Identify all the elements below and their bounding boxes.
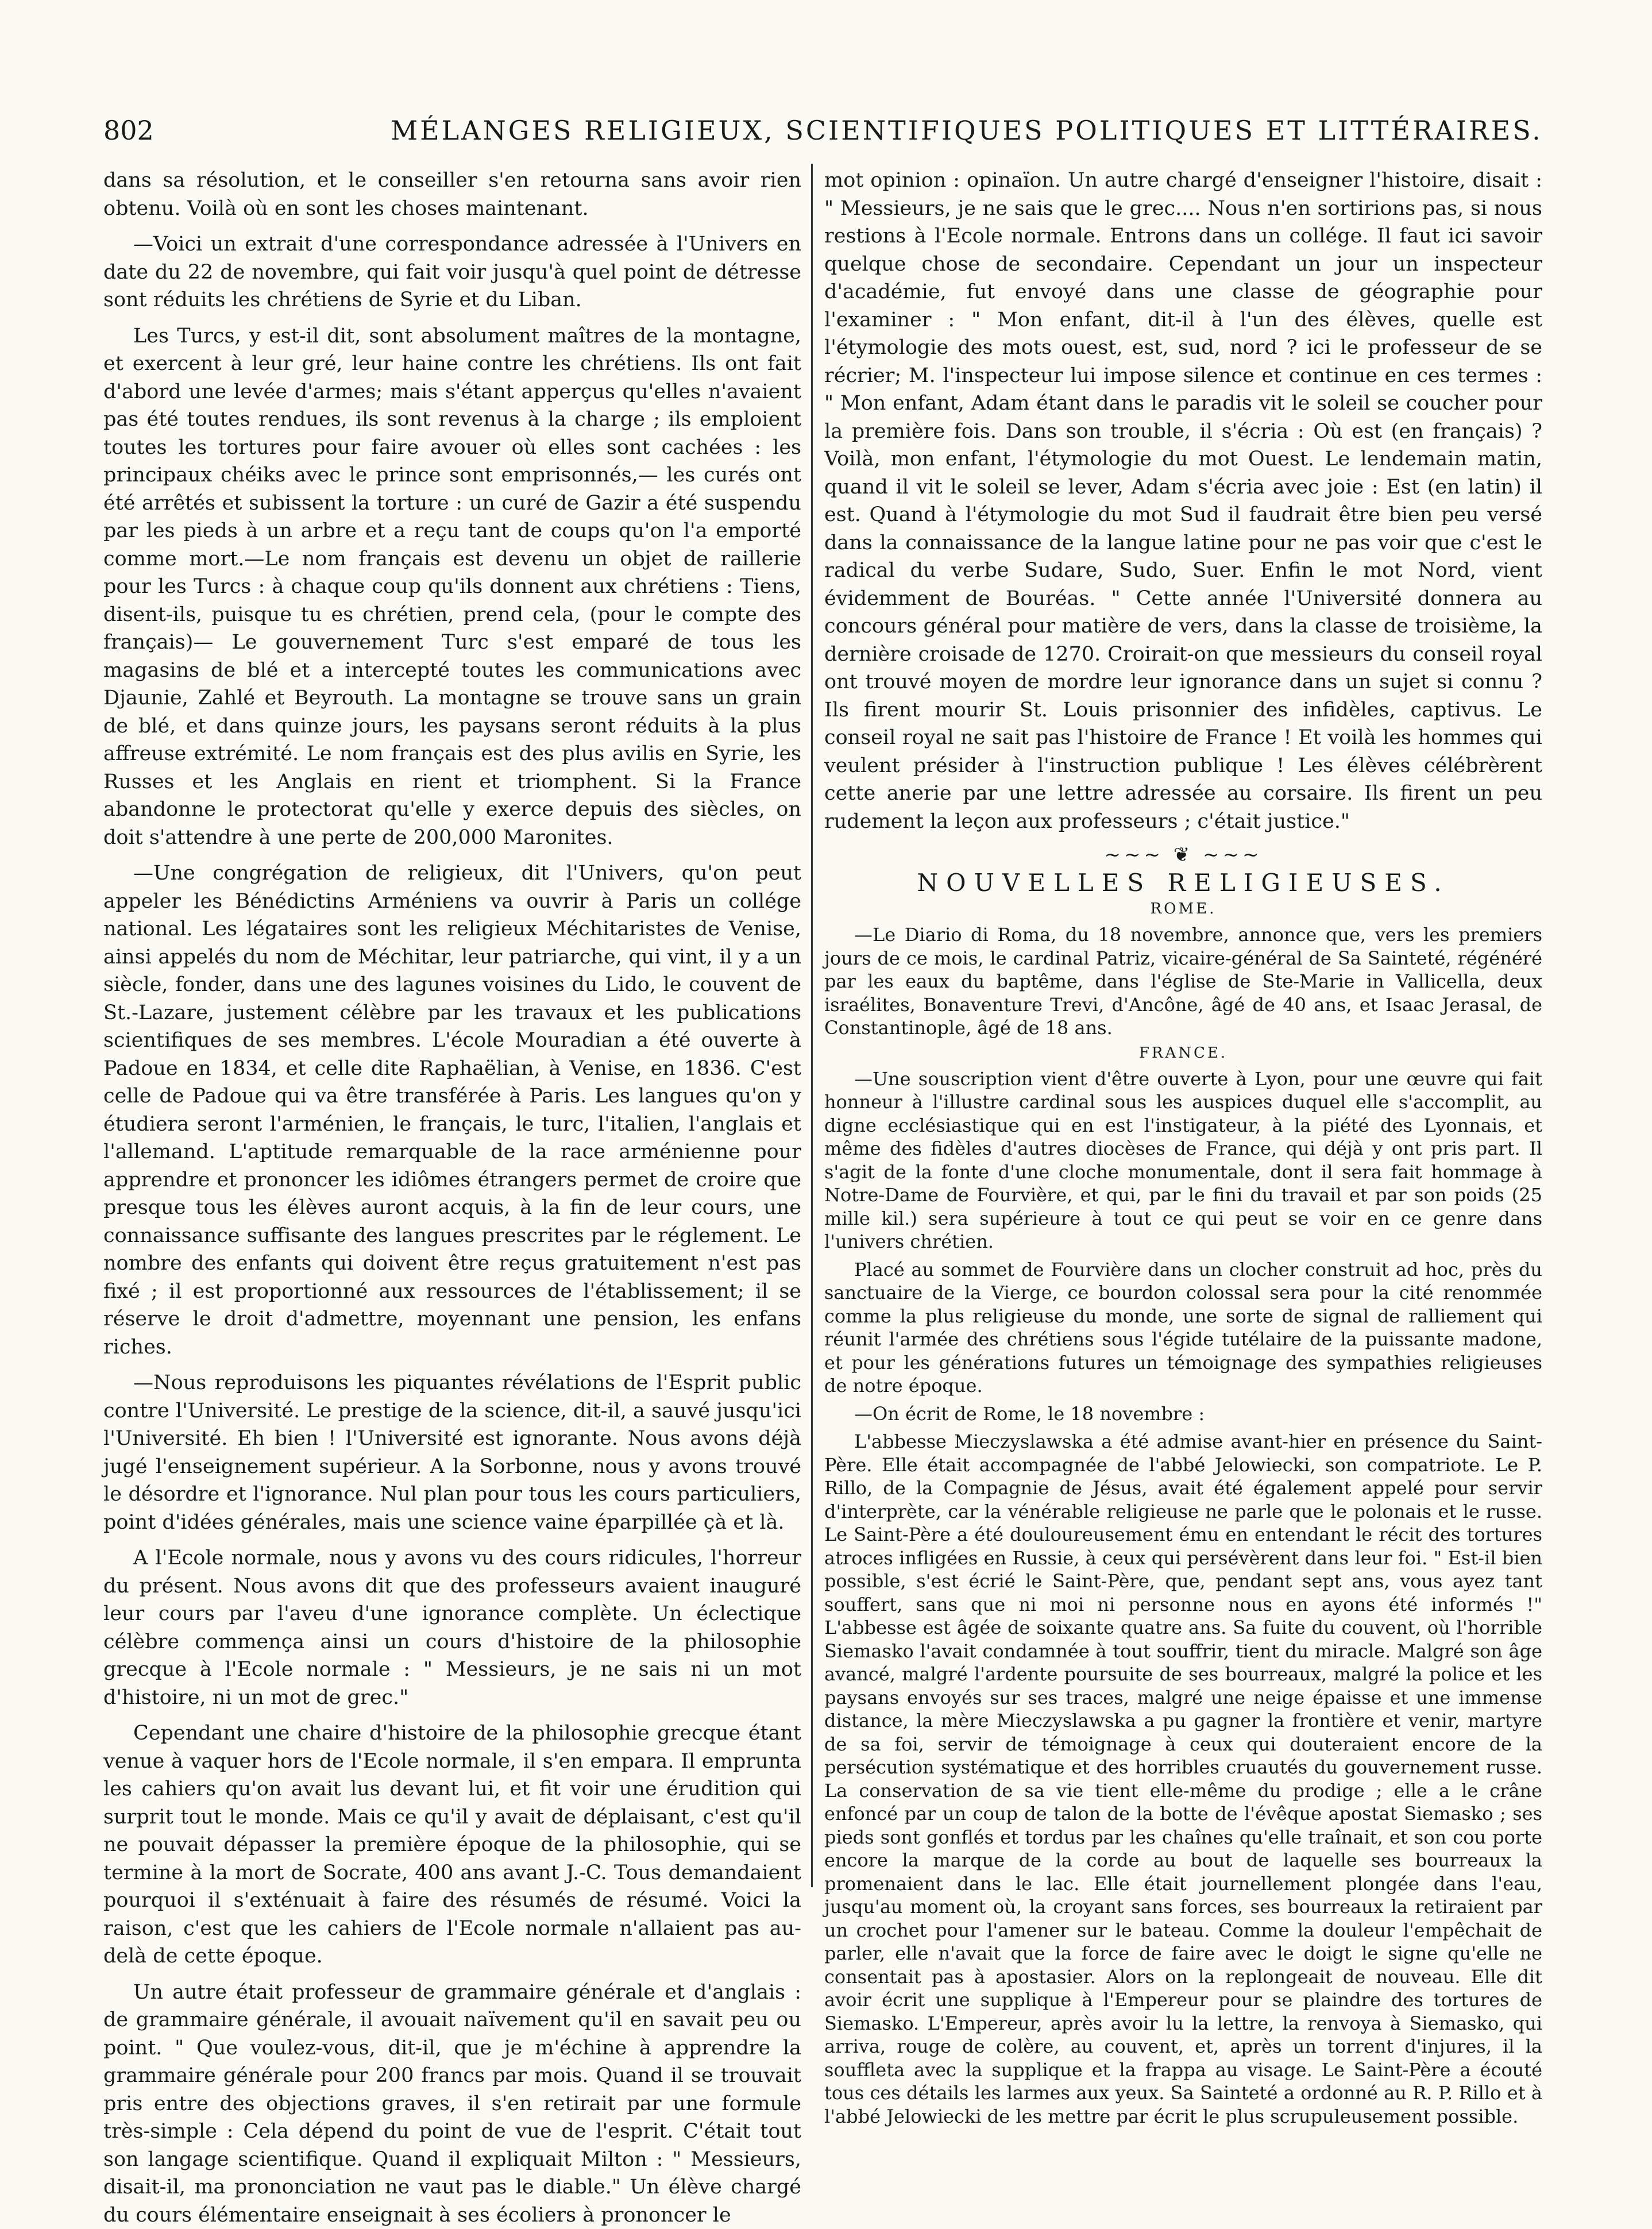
section-title: NOUVELLES RELIGIEUSES. bbox=[824, 869, 1542, 897]
paragraph: Cependant une chaire d'histoire de la philosophie grecque étant venue à vaquer hors de l'Ecole normale, il s'en empara. Il emprunta les cahiers qu'on avait lus devant lui, et fit voir une érudition qui surprit tout le monde. Mais ce qu'il y avait de déplaisant, c'est qu'il ne pouvait dépasser la première époque de la philosophie, qui se termine à la mort de Socrate, 400 ans avant J.-C. Tous demandaient pourquoi il s'exténuait à faire des résumés de résumé. Voici la raison, c'est que les cahiers de l'Ecole normale n'allaient pas au-delà de cette époque. bbox=[103, 1719, 801, 1970]
paragraph: —Voici un extrait d'une correspondance adressée à l'Univers en date du 22 de novembre, qui fait voir jusqu'à quel point de détresse sont réduits les chrétiens de Syrie et du Liban. bbox=[103, 230, 801, 314]
paragraph: Un autre était professeur de grammaire générale et d'anglais : de grammaire générale, il avouait naïvement qu'il en savait peu ou point. " Que voulez-vous, dit-il, que je m'échine à apprendre la grammaire générale pour 200 francs par mois. Quand il se trouvait pris entre des objections graves, il s'en retirait par une formule très-simple : Cela dépend du point de vue de l'esprit. C'était tout son langage scientifique. Quand il expliquait Milton : " Messieurs, disait-il, ma prononciation ne vaut pas le diable." Un élève chargé du cours élémentaire enseignait à ses écoliers à prononcer le bbox=[103, 1979, 801, 2229]
page-header bbox=[103, 115, 1551, 161]
paragraph: A l'Ecole normale, nous y avons vu des cours ridicules, l'horreur du présent. Nous avons dit que des professeurs avaient inauguré leur cours par l'aveu d'une ignorance complète. Un éclectique célèbre commença ainsi un cours d'histoire de la philosophie grecque à l'Ecole normale : " Messieurs, je ne sais ni un mot d'histoire, ni un mot de grec." bbox=[103, 1544, 801, 1711]
paragraph: Les Turcs, y est-il dit, sont absolument maîtres de la montagne, et exercent à leur gré, leur haine contre les chrétiens. Ils ont fait d'abord une levée d'armes; mais s'étant apperçus qu'elles n'avaient pas été toutes rendues, ils sont revenus à la charge ; ils emploient toutes les tortures pour faire avouer où elles sont cachées : les principaux chéiks avec le prince sont emprisonnés,— les curés ont été arrêtés et subissent la torture : un curé de Gazir a été suspendu par les pieds à un arbre et a reçu tant de coups qu'on l'a emporté comme mort.—Le nom français est devenu un objet de raillerie pour les Turcs : à chaque coup qu'ils donnent aux chrétiens : Tiens, disent-ils, puisque tu es chrétien, prend cela, (pour le compte des français)— Le gouvernement Turc s'est emparé de tous les magasins de blé et a intercepté toutes les communications avec Djaunie, Zahlé et Beyrouth. La montagne se trouve sans un grain de blé, et dans quinze jours, les paysans seront réduits à la plus affreuse extrémité. Le nom français est des plus avilis en Syrie, les Russes et les Anglais en rient et triomphent. Si la France abandonne le protectorat qu'elle y exerce depuis des siècles, on doit s'attendre à une perte de 200,000 Maronites. bbox=[103, 322, 801, 852]
page-number: 802 bbox=[103, 115, 154, 146]
paragraph: mot opinion : opinaïon. Un autre chargé d'enseigner l'histoire, disait : " Messieurs, je ne sais que le grec.... Nous n'en sortirions pas, si nous restions à l'Ecole normale. Entrons dans un collége. Il faut ici savoir quelque chose de secondaire. Cependant un jour un inspecteur d'académie, fut envoyé dans une classe de géographie pour l'examiner : " Mon enfant, dit-il à l'un des élèves, quelle est l'étymologie des mots ouest, est, sud, nord ? ici le professeur de se récrier; M. l'inspecteur lui impose silence et continue en ces termes : " Mon enfant, Adam étant dans le paradis vit le soleil se coucher pour la première fois. Dans son trouble, il s'écria : Où est (en français) ? Voilà, mon enfant, l'étymologie du mot Ouest. Le lendemain matin, quand il vit le soleil se lever, Adam s'écria avec joie : Est (en latin) il est. Quand à l'étymologie du mot Sud il faudrait être bien peu versé dans la connaissance de la langue latine pour ne pas voir que c'est le radical du verbe Sudare, Sudo, Suer. Enfin le mot Nord, vient évidemment de Bouréas. " Cette année l'Université donnera au concours général pour matière de vers, dans la classe de troisième, la dernière croisade de 1270. Croirait-on que messieurs du conseil royal ont trouvé moyen de mordre leur ignorance dans un sujet si connu ? Ils firent mourir St. Louis prisonnier des infidèles, captivus. Le conseil royal ne sait pas l'histoire de France ! Et voilà les hommes qui veulent présider à l'instruction publique ! Les élèves célébrèrent cette anerie par une lettre adressée au corsaire. Ils firent un peu rudement la leçon aux professeurs ; c'était justice." bbox=[824, 167, 1542, 835]
running-title: MÉLANGES RELIGIEUX, SCIENTIFIQUES POLITIQUES ET LITTÉRAIRES. bbox=[391, 115, 1543, 146]
paragraph: —Une congrégation de religieux, dit l'Univers, qu'on peut appeler les Bénédictins Arméniens va ouvrir à Paris un collége national. Les légataires sont les religieux Méchitaristes de Venise, ainsi appelés du nom de Méchitar, leur patriarche, qui vint, il y a un siècle, fonder, dans une des lagunes voisines du Lido, le couvent de St.-Lazare, justement célèbre par les travaux et les publications scientifiques de ses membres. L'école Mouradian a été ouverte à Padoue en 1834, et celle dite Raphaëlian, à Venise, en 1836. C'est celle de Padoue qui va être transférée à Paris. Les langues qu'on y étudiera seront l'arménien, le français, le turc, l'italien, l'anglais et l'allemand. L'aptitude remarquable de la race arménienne pour apprendre et prononcer les idiômes étrangers permet de croire que presque tous les élèves auront acquis, à la fin de leur cours, une connaissance suffisante des langues prescrites par le réglement. Le nombre des enfants qui doivent être reçus gratuitement n'est pas fixé ; il est proportionné aux ressources de l'établissement; il se réserve le droit d'admettre, moyennant une pension, les enfans riches. bbox=[103, 859, 801, 1361]
left-column bbox=[103, 167, 801, 1815]
paragraph: —Nous reproduisons les piquantes révélations de l'Esprit public contre l'Université. Le prestige de la science, dit-il, a sauvé jusqu'ici l'Université. Eh bien ! l'Université est ignorante. Nous avons déjà jugé l'enseignement supérieur. A la Sorbonne, nous y avons trouvé le désordre et l'ignorance. Nul plan pour tous les cours particuliers, point d'idées générales, mais une science vaine éparpillée çà et là. bbox=[103, 1369, 801, 1536]
paragraph: —On écrit de Rome, le 18 novembre : bbox=[824, 1402, 1542, 1426]
column-divider bbox=[811, 164, 813, 1887]
paragraph: —Une souscription vient d'être ouverte à Lyon, pour une œuvre qui fait honneur à l'illustre cardinal sous les auspices duquel elle s'accomplit, au digne ecclésiastique qui en est l'instigateur, à la piété des Lyonnais, et même des fidèles d'autres diocèses de France, qui déjà y ont pris part. Il s'agit de la fonte d'une cloche monumentale, dont il sera fait hommage à Notre-Dame de Fourvière, et qui, par le fini du travail et par son poids (25 mille kil.) sera supérieure à tout ce qui peut se voir en ce genre dans l'univers chrétien. bbox=[824, 1067, 1542, 1254]
subhead-rome: ROME. bbox=[824, 900, 1542, 917]
paragraph: L'abbesse Mieczyslawska a été admise avant-hier en présence du Saint-Père. Elle était accompagnée de l'abbé Jelowiecki, son compatriote. Le P. Rillo, de la Compagnie de Jésus, avait été également appelé pour servir d'interprète, car la vénérable religieuse ne parle que le polonais et le russe. Le Saint-Père a été douloureusement ému en entendant le récit des tortures atroces infligées en Russie, à ceux qui persévèrent dans leur foi. " Est-il bien possible, s'est écrié le Saint-Père, que, pendant sept ans, vous ayez tant souffert, sans que ni moi ni personne nous en ayons été informés !" L'abbesse est âgée de soixante quatre ans. Sa fuite du couvent, où l'horrible Siemasko l'avait condamnée à tout souffrir, tient du miracle. Malgré son âge avancé, malgré l'ardente poursuite de ses bourreaux, malgré la police et les paysans envoyés sur ses traces, malgré une neige épaisse et une immense distance, la mère Mieczyslawska a pu gagner la frontière et venir, martyre de sa foi, servir de témoignage à ceux qui douteraient encore de la persécution systématique et des horribles cruautés du gouvernement russe. La conservation de sa vie tient elle-même du prodige ; elle a le crâne enfoncé par un coup de talon de la botte de l'évêque apostat Siemasko ; ses pieds sont gonflés et tordus par les chaînes qu'elle traînait, et son cou porte encore la marque de la corde au bout de laquelle ses bourreaux la promenaient dans le lac. Elle était journellement plongée dans l'eau, jusqu'au moment où, la croyant sans forces, ses bourreaux la retiraient par un crochet pour l'amener sur le bateau. Comme la douleur l'empêchait de parler, elle n'avait que la force de faire avec le doigt le signe qu'elle ne consentait pas à apostasier. Alors on la replongeait de nouveau. Elle dit avoir écrit une supplique à l'Empereur pour se plaindre des tortures de Siemasko. L'Empereur, après avoir lu la lettre, la renvoya à Siemasko, qui arriva, rouge de colère, au couvent, et, après un torrent d'injures, il la souffleta avec la supplique et la frappa au visage. Le Saint-Père a écouté tous ces détails les larmes aux yeux. Sa Sainteté a ordonné au R. P. Rillo et à l'abbé Jelowiecki de les mettre par écrit le plus scrupuleusement possible. bbox=[824, 1430, 1542, 2128]
subhead-france: FRANCE. bbox=[824, 1044, 1542, 1062]
section-ornament: ~~~ ❦ ~~~ bbox=[824, 843, 1542, 866]
paragraph: —Le Diario di Roma, du 18 novembre, annonce que, vers les premiers jours de ce mois, le cardinal Patriz, vicaire-général de Sa Sainteté, régénéré par les eaux du baptême, dans l'église de Ste-Marie in Vallicella, deux israélites, Bonaventure Trevi, d'Ancône, âgé de 40 ans, et Isaac Jerasal, de Constantinople, âgé de 18 ans. bbox=[824, 923, 1542, 1040]
paragraph: Placé au sommet de Fourvière dans un clocher construit ad hoc, près du sanctuaire de la Vierge, ce bourdon colossal sera pour la cité renommée comme la plus religieuse du monde, une sorte de signal de ralliement qui réunit l'armée des chrétiens sous l'égide tutélaire de la puissante madone, et pour les générations futures un témoignage des sympathies religieuses de notre époque. bbox=[824, 1258, 1542, 1398]
paragraph: dans sa résolution, et le conseiller s'en retourna sans avoir rien obtenu. Voilà où en sont les choses maintenant. bbox=[103, 167, 801, 222]
right-column bbox=[824, 167, 1542, 1925]
